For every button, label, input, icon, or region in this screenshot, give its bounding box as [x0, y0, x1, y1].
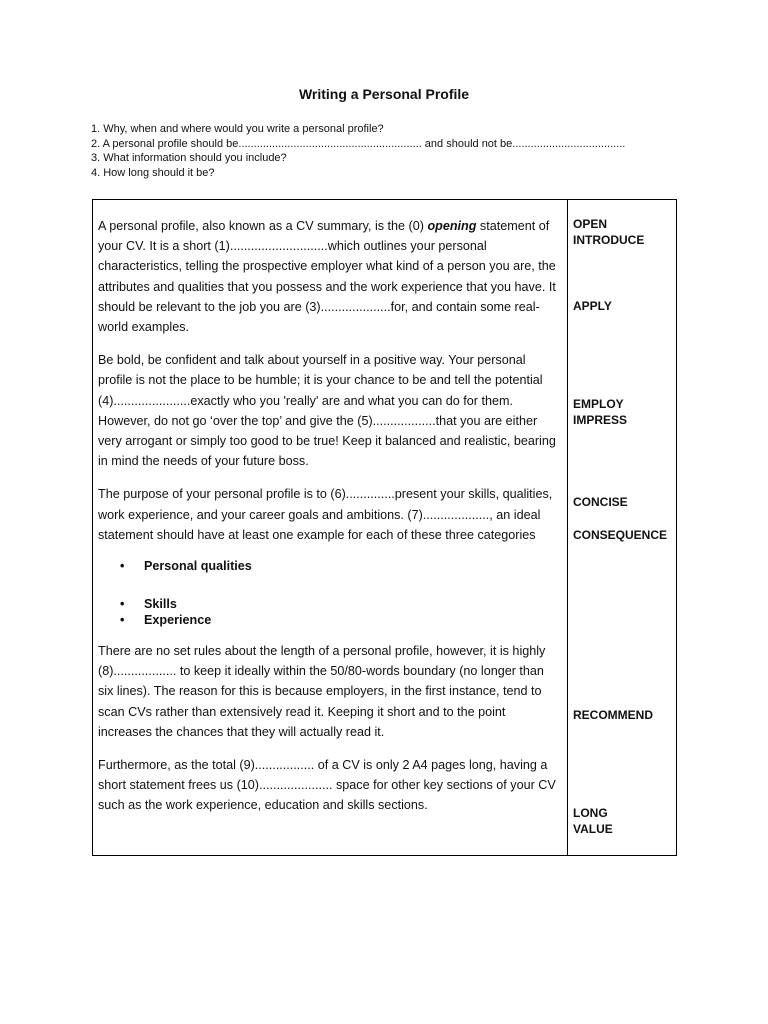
paragraph-3: The purpose of your personal profile is to (6)..............present your skills, qualities, work experience, and your career goals and ambitions. (7)..................., an ideal statement should have at least one example for each of these three categories	[98, 487, 553, 542]
word-concise: CONCISE	[573, 495, 628, 509]
exercise-table	[92, 199, 677, 856]
word-impress: IMPRESS	[573, 413, 628, 427]
example-answer: opening	[427, 219, 477, 233]
paragraph-5: Furthermore, as the total (9)................. of a CV is only 2 A4 pages long, having a short statement frees us (10)..................... space for other key sections of your CV such as the work experience, education and skills sections.	[98, 758, 556, 813]
question-4: 4. How long should it be?	[91, 166, 215, 179]
word-consequence: CONSEQUENCE	[573, 528, 668, 542]
document-title: Writing a Personal Profile	[298, 86, 470, 102]
category-list	[98, 558, 558, 628]
bullet-item: • Skills	[98, 596, 558, 612]
word-apply: APPLY	[573, 299, 612, 313]
question-2: 2. A personal profile should be............................................................ and should not be.....................................	[91, 137, 626, 150]
word-employ: EMPLOY	[573, 397, 624, 411]
paragraph-2: Be bold, be confident and talk about yourself in a positive way. Your personal profile is not the place to be humble; it is your chance to be and tell the potential (4)......................exactly who you 'really' are and what you can do for them. However, do not go ‘over the top’ and give the (5)..................that you are either very arrogant or simply too good to be true! Keep it balanced and realistic, bearing in mind the needs of your future boss.	[98, 353, 556, 469]
question-1: 1. Why, when and where would you write a personal profile?	[91, 123, 384, 135]
text-column	[98, 216, 558, 829]
question-list	[91, 122, 625, 180]
word-introduce: INTRODUCE	[573, 233, 645, 247]
column-divider	[567, 200, 568, 855]
paragraph-1-rest: statement of your CV. It is a short (1)............................which outlines your personal characteristics, telling the prospective employer what kind of a person you are, the attributes and qualities that you possess and the work experience that you have. It should be relevant to the job you are (3)....................for, and contain some real-world examples.	[98, 219, 556, 335]
question-3: 3. What information should you include?	[91, 152, 287, 164]
paragraph-4: There are no set rules about the length of a personal profile, however, it is highly (8).................. to keep it ideally within the 50/80-words boundary (no longer than six lines). The reason for this is because employers, in the first instance, tend to scan CVs rather than extensively read it. Keeping it short and to the point increases the chances that they will actually read it.	[98, 644, 546, 739]
word-recommend: RECOMMEND	[573, 708, 653, 722]
paragraph-1-start: A personal profile, also known as a CV summary, is the (0)	[98, 219, 428, 233]
word-open: OPEN	[573, 217, 608, 231]
word-value: VALUE	[573, 822, 613, 836]
word-long: LONG	[573, 806, 608, 820]
bullet-item: • Personal qualities	[98, 558, 558, 574]
paragraph-1	[98, 216, 558, 337]
bullet-item: • Experience	[98, 612, 558, 628]
